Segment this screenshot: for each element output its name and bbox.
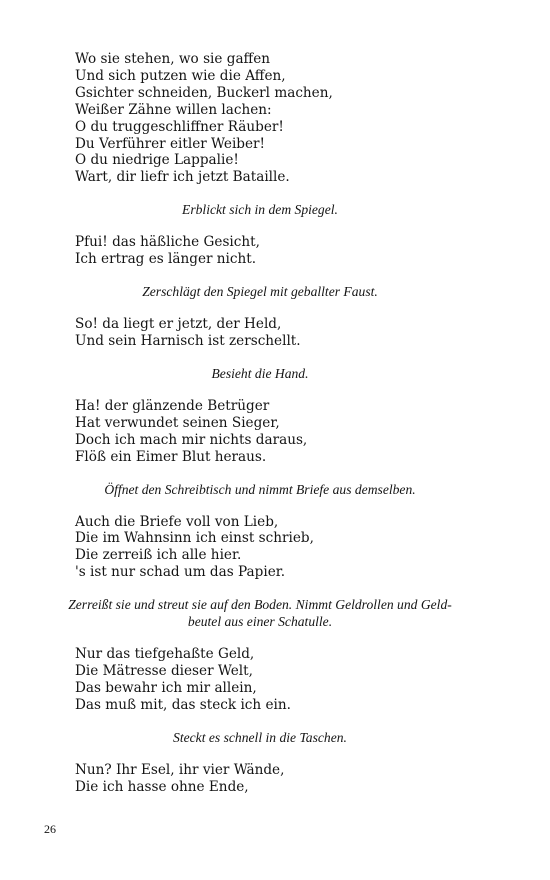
verse-line: Auch die Briefe voll von Lieb, — [75, 513, 279, 530]
stage-direction — [0, 481, 520, 498]
verse-line: Die ich hasse ohne Ende, — [75, 778, 249, 795]
verse-line: Das bewahr ich mir allein, — [75, 679, 257, 696]
verse-line: Und sich putzen wie die Affen, — [75, 67, 286, 84]
stage-direction — [0, 365, 520, 382]
verse-line: Weißer Zähne willen lachen: — [75, 101, 272, 118]
verse-stanza — [75, 398, 550, 466]
verse-line: Wart, dir liefr ich jetzt Bataille. — [75, 169, 290, 186]
verse-line: Pfui! das häßliche Gesicht, — [75, 234, 260, 251]
verse-line: Wo sie stehen, wo sie gaffen — [75, 51, 271, 67]
stage-direction — [0, 201, 520, 218]
stage-direction-line: Besieht die Hand. — [211, 365, 309, 381]
stage-direction — [0, 596, 520, 630]
verse-line: Ich ertrag es länger nicht. — [75, 251, 257, 268]
stage-direction-line: Zerschlägt den Spiegel mit geballter Faust. — [142, 284, 378, 300]
stage-direction — [0, 283, 520, 300]
stage-direction-line: Steckt es schnell in die Taschen. — [173, 729, 347, 745]
verse-line: Nun? Ihr Esel, ihr vier Wände, — [75, 761, 285, 778]
verse-line: Flöß ein Eimer Blut heraus. — [75, 448, 267, 465]
verse-stanza — [75, 762, 550, 796]
verse-stanza — [75, 234, 550, 268]
page-content — [0, 51, 550, 796]
verse-line: Gsichter schneiden, Buckerl machen, — [75, 84, 333, 101]
verse-line: Du Verführer eitler Weiber! — [75, 135, 266, 152]
verse-stanza — [75, 51, 550, 186]
verse-stanza — [75, 316, 550, 350]
stage-direction-line: Öffnet den Schreibtisch und nimmt Briefe aus demselben. — [104, 481, 416, 497]
verse-line: So! da liegt er jetzt, der Held, — [75, 316, 282, 333]
stage-direction-line: Zerreißt sie und streut sie auf den Boden. Nimmt Geldrollen und Geld- — [68, 597, 452, 613]
verse-line: Das muß mit, das steck ich ein. — [75, 696, 291, 713]
verse-line: Die im Wahnsinn ich einst schrieb, — [75, 530, 314, 547]
verse-line: Doch ich mach mir nichts daraus, — [75, 431, 308, 448]
verse-line: Die zerreiß ich alle hier. — [75, 547, 242, 564]
verse-line: Und sein Harnisch ist zerschellt. — [75, 332, 301, 349]
verse-line: Die Mätresse dieser Welt, — [75, 663, 253, 680]
verse-stanza — [75, 514, 550, 582]
verse-line: Ha! der glänzende Betrüger — [75, 397, 270, 414]
verse-line: Nur das tiefgehaßte Geld, — [75, 646, 255, 663]
verse-line: Hat verwundet seinen Sieger, — [75, 414, 280, 431]
page-number: 26 — [44, 822, 56, 836]
stage-direction-line: beutel aus einer Schatulle. — [187, 614, 333, 630]
stage-direction-line: Erblickt sich in dem Spiegel. — [182, 202, 338, 218]
verse-line: O du truggeschliffner Räuber! — [75, 118, 284, 135]
verse-stanza — [75, 646, 550, 714]
verse-line: 's ist nur schad um das Papier. — [75, 564, 286, 581]
verse-line: O du niedrige Lappalie! — [75, 152, 239, 169]
stage-direction — [0, 729, 520, 746]
